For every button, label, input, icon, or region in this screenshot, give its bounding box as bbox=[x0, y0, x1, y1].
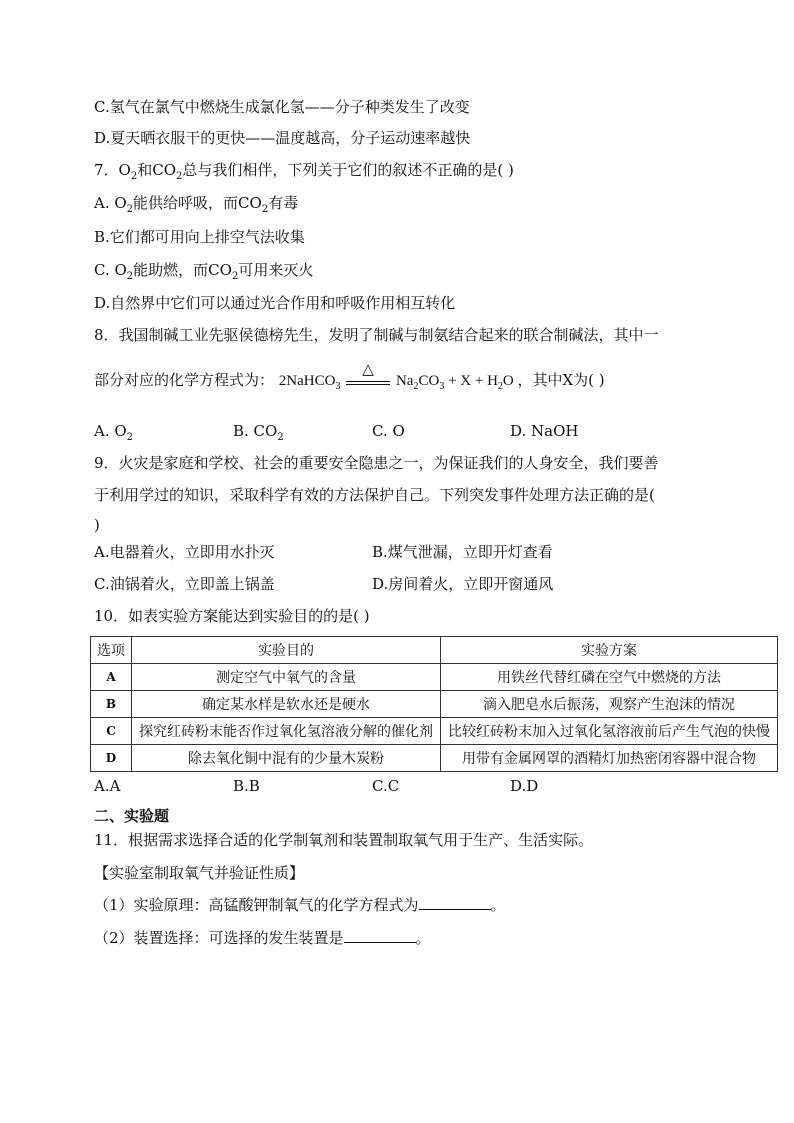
q7-stem: 7．$O_2$和$CO_2$总与我们相伴，下列关于它们的叙述不正确的是( ) bbox=[94, 161, 514, 182]
table-cell: A bbox=[91, 664, 132, 691]
q7-option-d: D.自然界中它们可以通过光合作用和呼吸作用相互转化 bbox=[94, 294, 456, 312]
heat-triangle-icon: △ bbox=[362, 361, 374, 378]
table-row bbox=[91, 718, 778, 745]
q9-option-a: A.电器着火，立即用水扑灭 bbox=[94, 543, 275, 561]
table-row bbox=[91, 691, 778, 718]
q11-stem: 11．根据需求选择合适的化学制氧剂和装置制取氧气用于生产、生活实际。 bbox=[94, 831, 594, 849]
table-header-row bbox=[91, 637, 778, 664]
table-cell: D bbox=[91, 745, 132, 772]
q10-option-c: C.C bbox=[372, 777, 400, 795]
table-cell: C bbox=[91, 718, 132, 745]
table-header-cell: 选项 bbox=[91, 637, 132, 664]
q7-option-b: B.它们都可用向上排空气法收集 bbox=[94, 228, 305, 246]
q11-part2: （2）装置选择：可选择的发生装置是 。 bbox=[94, 929, 431, 947]
table-cell: 探究红砖粉末能否作过氧化氢溶液分解的催化剂 bbox=[132, 718, 441, 745]
table-cell: B bbox=[91, 691, 132, 718]
q6-option-d: D.夏天晒衣服干的更快——温度越高，分子运动速率越快 bbox=[94, 129, 471, 147]
q10-option-a: A.A bbox=[94, 777, 121, 795]
q8-stem-line2: 部分对应的化学方程式为： 2NaHCO$_3$ △ $Na_2CO_3 + X + H_2O$ ，其中X为( ) bbox=[94, 361, 605, 392]
q11-subheading: 【实验室制取氧气并验证性质】 bbox=[94, 864, 305, 882]
heating-equals-sign bbox=[346, 361, 390, 392]
table-header-cell: 实验目的 bbox=[132, 637, 441, 664]
answer-blank[interactable] bbox=[344, 928, 416, 943]
q9-stem-line3: ) bbox=[94, 516, 100, 534]
table-cell: 用铁丝代替红磷在空气中燃烧的方法 bbox=[441, 664, 778, 691]
q8-stem-line1: 8．我国制碱工业先驱侯德榜先生，发明了制碱与制氨结合起来的联合制碱法，其中一 bbox=[94, 326, 659, 344]
table-row bbox=[91, 745, 778, 772]
table-header-cell: 实验方案 bbox=[441, 637, 778, 664]
q10-option-b: B.B bbox=[233, 777, 260, 795]
q9-option-b: B.煤气泄漏，立即开灯查看 bbox=[372, 543, 553, 561]
table-cell: 用带有金属网罩的酒精灯加热密闭容器中混合物 bbox=[441, 745, 778, 772]
q7-option-a: A. $O_2$能供给呼吸，而$CO_2$有毒 bbox=[94, 194, 299, 215]
q9-stem-line2: 于利用学过的知识，采取科学有效的方法保护自己。下列突发事件处理方法正确的是( bbox=[94, 486, 655, 504]
q10-option-d: D.D bbox=[510, 777, 539, 795]
q6-option-c: C.氢气在氯气中燃烧生成氯化氢——分子种类发生了改变 bbox=[94, 98, 470, 116]
q9-option-d: D.房间着火，立即开窗通风 bbox=[372, 575, 554, 593]
answer-blank[interactable] bbox=[419, 895, 491, 910]
q8-option-d: D. NaOH bbox=[510, 422, 579, 440]
q10-stem: 10．如表实验方案能达到实验目的的是( ) bbox=[94, 607, 370, 625]
q11-part1: （1）实验原理：高锰酸钾制氧气的化学方程式为 。 bbox=[94, 896, 506, 914]
table-row bbox=[91, 664, 778, 691]
table-cell: 除去氧化铜中混有的少量木炭粉 bbox=[132, 745, 441, 772]
table-cell: 比较红砖粉末加入过氧化氢溶液前后产生气泡的快慢 bbox=[441, 718, 778, 745]
section-title: 二、实验题 bbox=[94, 807, 170, 825]
table-cell: 确定某水样是软水还是硬水 bbox=[132, 691, 441, 718]
table-cell: 滴入肥皂水后振荡，观察产生泡沫的情况 bbox=[441, 691, 778, 718]
q8-option-a: A. $O_2$ bbox=[94, 422, 134, 443]
q9-option-c: C.油锅着火，立即盖上锅盖 bbox=[94, 575, 275, 593]
q8-option-c: C. O bbox=[372, 422, 405, 440]
experiment-table bbox=[90, 636, 778, 772]
table-cell: 测定空气中氧气的含量 bbox=[132, 664, 441, 691]
q9-stem-line1: 9．火灾是家庭和学校、社会的重要安全隐患之一，为保证我们的人身安全，我们要善 bbox=[94, 454, 659, 472]
chemical-equation: 2NaHCO$_3$ △ $Na_2CO_3 + X + H_2O$ bbox=[278, 361, 514, 392]
q7-option-c: C. $O_2$能助燃，而$CO_2$可用来灭火 bbox=[94, 261, 314, 282]
q8-option-b: B. $CO_2$ bbox=[233, 422, 284, 443]
